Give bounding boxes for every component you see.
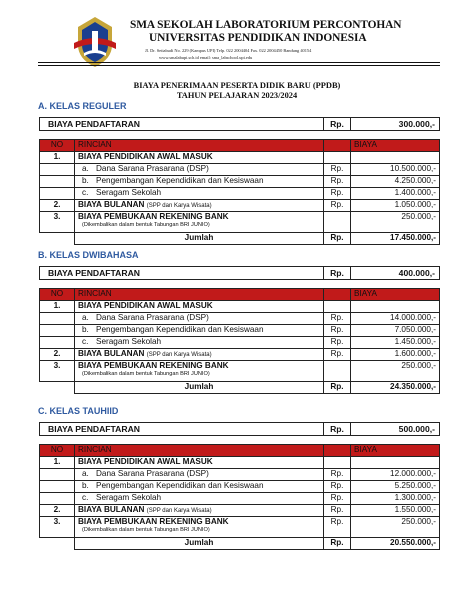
item-label: Pengembangan Kependidikan dan Kesiswaan: [96, 325, 264, 334]
cost-table: [39, 444, 440, 550]
col-biaya: BIAYA: [351, 289, 440, 301]
row-amount: 1.450.000,-: [351, 337, 440, 349]
item-label: Seragam Sekolah: [96, 493, 162, 502]
col-no: NO: [40, 289, 75, 301]
item-label: BIAYA PENDIDIKAN AWAL MASUK: [78, 301, 213, 310]
row-amount: 14.000.000,-: [351, 313, 440, 325]
table-row: [40, 493, 440, 505]
col-biaya: BIAYA: [351, 445, 440, 457]
university-name: UNIVERSITAS PENDIDIKAN INDONESIA: [149, 32, 367, 44]
col-no: NO: [40, 140, 75, 152]
header-rule-thin: [38, 65, 440, 66]
sub-letter: c.: [82, 337, 89, 346]
item-note: (SPP dan Karya Wisata): [146, 508, 212, 514]
school-address: Jl. Dr. Setiabudi No. 229 (Kampus UPI) Telp. 022 2004404 Fax. 022 2004450 Bandung 40154: [145, 48, 312, 53]
fee-amount: 400.000,-: [398, 268, 435, 278]
row-currency: [324, 457, 351, 469]
total-spacer: [40, 382, 75, 394]
row-description: [75, 469, 324, 481]
school-web: www.smalabupi.sch.id email: sma_labschool.upi.edu: [159, 55, 253, 60]
row-amount: 1.550.000,-: [351, 505, 440, 517]
table-row: [40, 164, 440, 176]
row-description: [75, 337, 324, 349]
row-currency: Rp.: [324, 200, 351, 212]
total-amount: 20.550.000,-: [351, 538, 440, 550]
row-currency: [324, 152, 351, 164]
row-number: 3.: [40, 212, 75, 233]
item-note: (Dikembalikan dalam bentuk Tabungan BRI JUNIO): [82, 222, 210, 228]
row-description: [75, 517, 324, 538]
item-label: Seragam Sekolah: [96, 337, 162, 346]
fee-currency: Rp.: [324, 267, 351, 279]
total-currency: Rp.: [324, 538, 351, 550]
total-currency: Rp.: [324, 233, 351, 245]
sub-letter: b.: [82, 176, 89, 185]
col-rincian: RINCIAN: [75, 445, 324, 457]
table-row: [40, 469, 440, 481]
sub-letter: c.: [82, 188, 89, 197]
letterhead: [0, 8, 474, 68]
table-row: [40, 152, 440, 164]
row-description: [75, 313, 324, 325]
row-amount: 1.050.000,-: [351, 200, 440, 212]
item-label: Seragam Sekolah: [96, 188, 162, 197]
sub-letter: a.: [82, 469, 89, 478]
row-currency: Rp.: [324, 176, 351, 188]
fee-label: BIAYA PENDAFTARAN: [40, 118, 324, 130]
row-number: 3.: [40, 361, 75, 382]
section-title: C. KELAS TAUHIID: [38, 406, 119, 416]
item-label: BIAYA PEMBUKAAN REKENING BANK: [78, 361, 229, 370]
row-number: [40, 325, 75, 337]
row-currency: Rp.: [324, 469, 351, 481]
document-title: BIAYA PENERIMAAN PESERTA DIDIK BARU (PPDB): [133, 81, 341, 90]
total-currency: Rp.: [324, 382, 351, 394]
item-label: BIAYA PENDIDIKAN AWAL MASUK: [78, 152, 213, 161]
item-note: (Dikembalikan dalam bentuk Tabungan BRI JUNIO): [82, 371, 210, 377]
row-description: [75, 349, 324, 361]
item-label: BIAYA BULANAN: [78, 200, 145, 209]
total-spacer: [40, 233, 75, 245]
item-note: (SPP dan Karya Wisata): [146, 352, 212, 358]
row-amount: 10.500.000,-: [351, 164, 440, 176]
row-amount: 1.600.000,-: [351, 349, 440, 361]
total-amount: 17.450.000,-: [351, 233, 440, 245]
row-currency: Rp.: [324, 325, 351, 337]
section-title: B. KELAS DWIBAHASA: [38, 250, 139, 260]
row-description: [75, 164, 324, 176]
item-label: BIAYA PENDIDIKAN AWAL MASUK: [78, 457, 213, 466]
table-row: [40, 188, 440, 200]
row-number: [40, 481, 75, 493]
row-currency: Rp.: [324, 493, 351, 505]
item-label: Dana Sarana Prasarana (DSP): [96, 469, 209, 478]
table-row: [40, 337, 440, 349]
row-number: [40, 469, 75, 481]
item-note: (Dikembalikan dalam bentuk Tabungan BRI JUNIO): [82, 527, 210, 533]
row-amount: 1.400.000,-: [351, 188, 440, 200]
col-rincian: RINCIAN: [75, 140, 324, 152]
sub-letter: a.: [82, 164, 89, 173]
row-description: [75, 152, 324, 164]
fee-amount: 300.000,-: [398, 119, 435, 129]
row-amount: 1.300.000,-: [351, 493, 440, 505]
col-blank: [324, 445, 351, 457]
table-row: [40, 349, 440, 361]
table-header: [40, 140, 440, 152]
row-amount: [351, 457, 440, 469]
row-description: [75, 301, 324, 313]
document-subtitle: TAHUN PELAJARAN 2023/2024: [176, 91, 298, 100]
table-header: [40, 289, 440, 301]
row-number: 2.: [40, 349, 75, 361]
row-description: [75, 493, 324, 505]
row-currency: Rp.: [324, 337, 351, 349]
row-amount: 250.000,-: [351, 361, 440, 382]
row-number: 2.: [40, 505, 75, 517]
sub-letter: b.: [82, 325, 89, 334]
total-label: Jumlah: [75, 538, 324, 550]
row-amount: 12.000.000,-: [351, 469, 440, 481]
item-label: BIAYA PEMBUKAAN REKENING BANK: [78, 212, 229, 221]
row-description: [75, 505, 324, 517]
col-no: NO: [40, 445, 75, 457]
col-blank: [324, 289, 351, 301]
row-currency: Rp.: [324, 164, 351, 176]
row-amount: 4.250.000,-: [351, 176, 440, 188]
row-number: 1.: [40, 301, 75, 313]
row-number: [40, 188, 75, 200]
registration-fee-row: [39, 266, 440, 280]
item-label: BIAYA BULANAN: [78, 349, 145, 358]
row-description: [75, 188, 324, 200]
cost-table: [39, 139, 440, 245]
item-label: BIAYA BULANAN: [78, 505, 145, 514]
row-currency: Rp.: [324, 517, 351, 538]
row-currency: Rp.: [324, 349, 351, 361]
table-header: [40, 445, 440, 457]
row-currency: [324, 361, 351, 382]
item-label: BIAYA PEMBUKAAN REKENING BANK: [78, 517, 229, 526]
col-rincian: RINCIAN: [75, 289, 324, 301]
row-currency: Rp.: [324, 313, 351, 325]
total-row: [40, 382, 440, 394]
total-label: Jumlah: [75, 382, 324, 394]
row-amount: 5.250.000,-: [351, 481, 440, 493]
total-row: [40, 538, 440, 550]
item-label: Pengembangan Kependidikan dan Kesiswaan: [96, 176, 264, 185]
table-row: [40, 517, 440, 538]
registration-fee-row: [39, 422, 440, 436]
sub-letter: a.: [82, 313, 89, 322]
fee-label: BIAYA PENDAFTARAN: [40, 267, 324, 279]
col-blank: [324, 140, 351, 152]
registration-fee-row: [39, 117, 440, 131]
table-row: [40, 457, 440, 469]
row-currency: [324, 212, 351, 233]
item-label: Dana Sarana Prasarana (DSP): [96, 313, 209, 322]
row-description: [75, 212, 324, 233]
item-note: (SPP dan Karya Wisata): [146, 203, 212, 209]
row-number: 1.: [40, 152, 75, 164]
table-row: [40, 200, 440, 212]
row-currency: [324, 301, 351, 313]
table-row: [40, 481, 440, 493]
row-description: [75, 200, 324, 212]
table-row: [40, 176, 440, 188]
table-row: [40, 505, 440, 517]
row-number: [40, 176, 75, 188]
cost-table: [39, 288, 440, 394]
fee-label: BIAYA PENDAFTARAN: [40, 423, 324, 435]
table-row: [40, 361, 440, 382]
row-amount: 250.000,-: [351, 212, 440, 233]
row-currency: Rp.: [324, 505, 351, 517]
fee-currency: Rp.: [324, 423, 351, 435]
row-description: [75, 481, 324, 493]
row-number: [40, 313, 75, 325]
table-row: [40, 301, 440, 313]
table-row: [40, 212, 440, 233]
row-amount: 7.050.000,-: [351, 325, 440, 337]
sub-letter: c.: [82, 493, 89, 502]
section-title: A. KELAS REGULER: [38, 101, 127, 111]
table-row: [40, 325, 440, 337]
row-number: 3.: [40, 517, 75, 538]
row-number: 1.: [40, 457, 75, 469]
school-name: SMA SEKOLAH LABORATORIUM PERCONTOHAN: [130, 19, 402, 31]
row-description: [75, 325, 324, 337]
row-amount: 250.000,-: [351, 517, 440, 538]
row-number: [40, 337, 75, 349]
row-amount: [351, 301, 440, 313]
row-number: [40, 164, 75, 176]
item-label: Pengembangan Kependidikan dan Kesiswaan: [96, 481, 264, 490]
row-currency: Rp.: [324, 188, 351, 200]
col-biaya: BIAYA: [351, 140, 440, 152]
total-spacer: [40, 538, 75, 550]
fee-currency: Rp.: [324, 118, 351, 130]
total-row: [40, 233, 440, 245]
row-description: [75, 457, 324, 469]
total-amount: 24.350.000,-: [351, 382, 440, 394]
fee-amount: 500.000,-: [398, 424, 435, 434]
item-label: Dana Sarana Prasarana (DSP): [96, 164, 209, 173]
row-number: 2.: [40, 200, 75, 212]
row-description: [75, 176, 324, 188]
sub-letter: b.: [82, 481, 89, 490]
row-description: [75, 361, 324, 382]
row-currency: Rp.: [324, 481, 351, 493]
table-row: [40, 313, 440, 325]
row-amount: [351, 152, 440, 164]
header-rule: [38, 62, 440, 63]
total-label: Jumlah: [75, 233, 324, 245]
row-number: [40, 493, 75, 505]
